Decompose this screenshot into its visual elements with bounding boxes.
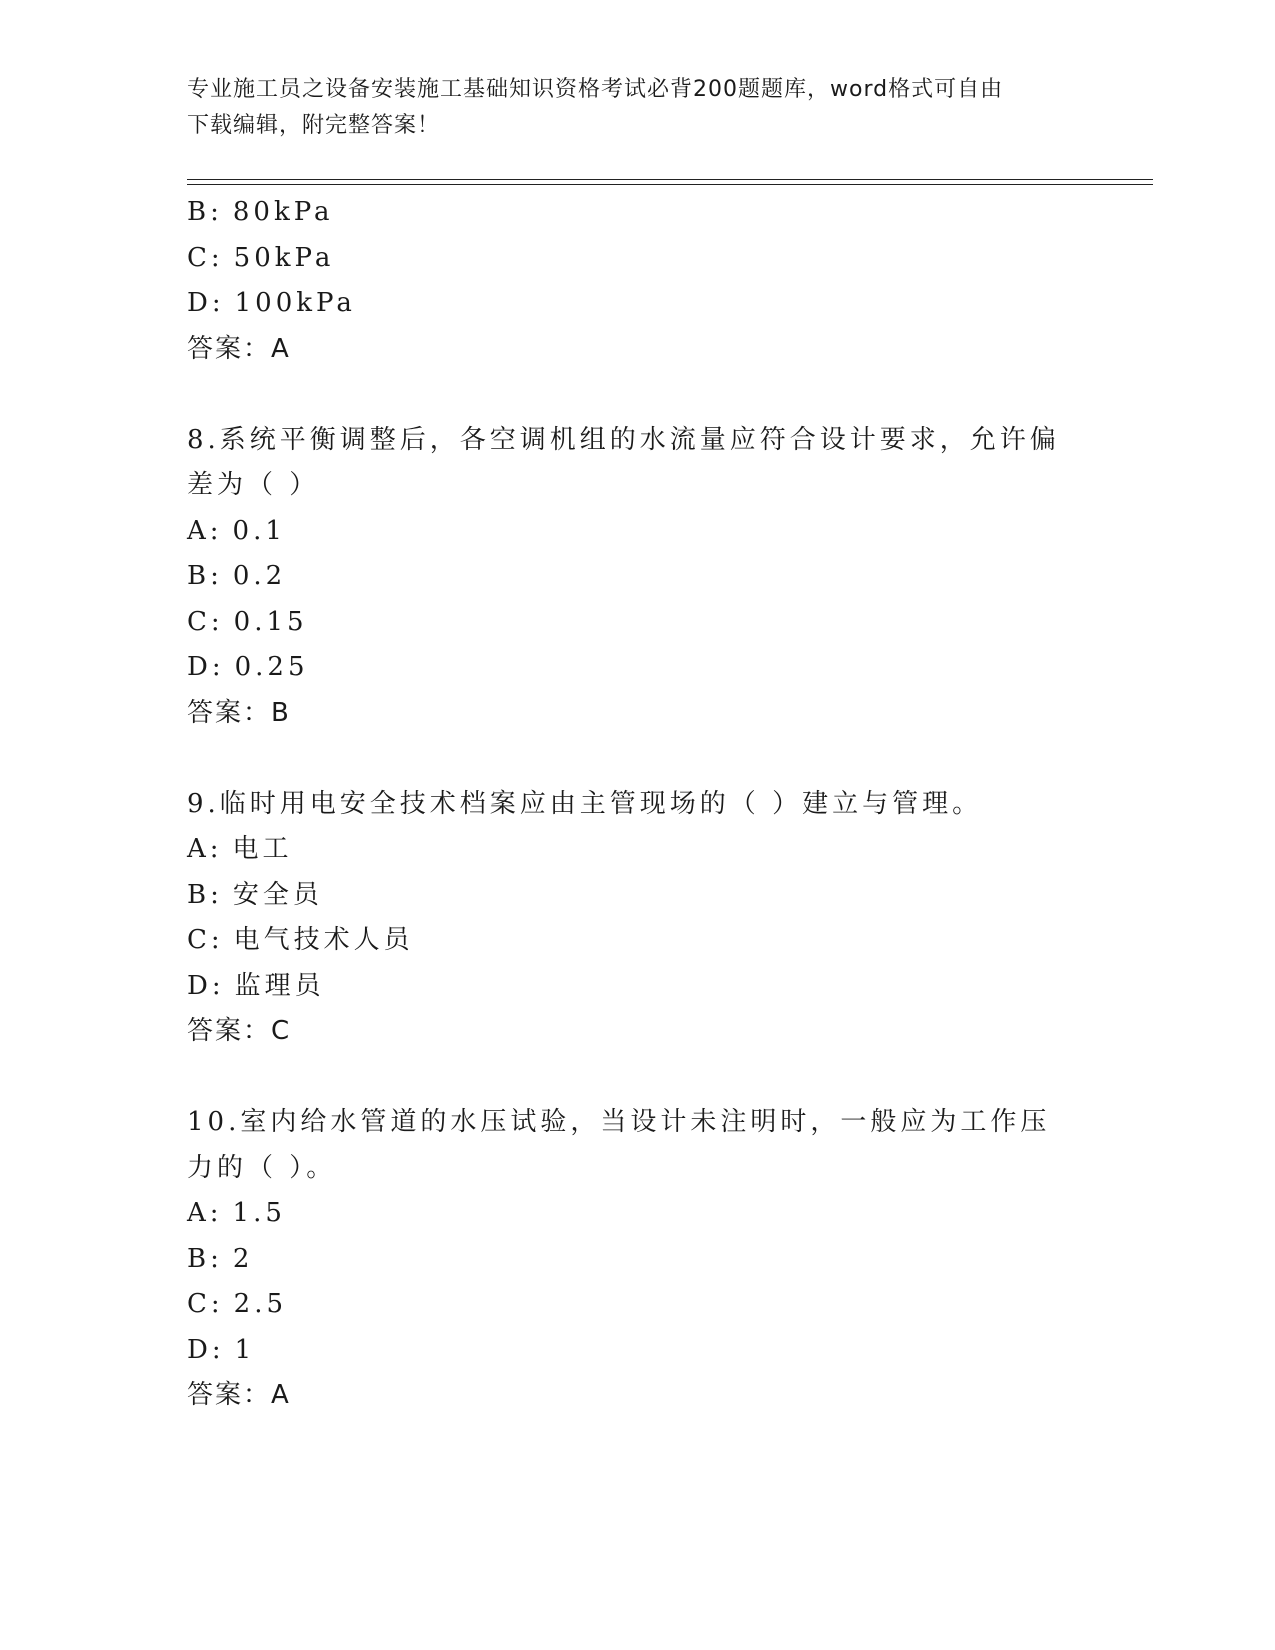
option-d: D: 100kPa — [187, 288, 356, 318]
answer: 答案：C — [187, 1016, 292, 1046]
question-text: 10.室内给水管道的水压试验，当设计未注明时，一般应为工作压力的（ ）。 — [187, 1107, 1051, 1183]
option-d: D: 1 — [187, 1334, 256, 1365]
option-c: C: 0.15 — [187, 606, 308, 637]
option-b: B: 80kPa — [187, 197, 334, 227]
option-c: C: 电气技术人员 — [187, 925, 414, 955]
option-d: D: 监理员 — [187, 970, 325, 1001]
option-b: B: 安全员 — [187, 879, 323, 910]
question-text: 8.系统平衡调整后，各空调机组的水流量应符合设计要求，允许偏差为（ ） — [187, 424, 1060, 500]
option-d: D: 0.25 — [187, 652, 309, 682]
answer: 答案：A — [187, 333, 291, 364]
question-text: 9.临时用电安全技术档案应由主管现场的（ ）建立与管理。 — [187, 788, 983, 819]
header-divider-bottom — [187, 184, 1153, 185]
question-block-10 — [187, 1100, 1087, 1419]
header-divider-top — [187, 179, 1153, 180]
answer: 答案：B — [187, 697, 291, 728]
question-block-8 — [187, 418, 1087, 737]
option-c: C: 50kPa — [187, 242, 335, 273]
answer: 答案：A — [187, 1380, 291, 1410]
header-line-2: 下载编辑，附完整答案！ — [187, 113, 441, 138]
question-list — [187, 190, 1087, 1419]
option-a: A: 电工 — [187, 834, 293, 864]
page-header — [187, 72, 1087, 144]
option-a: A: 1.5 — [187, 1198, 286, 1228]
header-line-1: 专业施工员之设备安装施工基础知识资格考试必背200题题库，word格式可自由 — [187, 77, 1004, 102]
question-block-9 — [187, 782, 1087, 1055]
option-b: B: 2 — [187, 1243, 254, 1274]
option-b: B: 0.2 — [187, 561, 287, 591]
option-a: A: 0.1 — [187, 515, 286, 546]
option-c: C: 2.5 — [187, 1289, 288, 1319]
question-block-continued — [187, 190, 1087, 372]
